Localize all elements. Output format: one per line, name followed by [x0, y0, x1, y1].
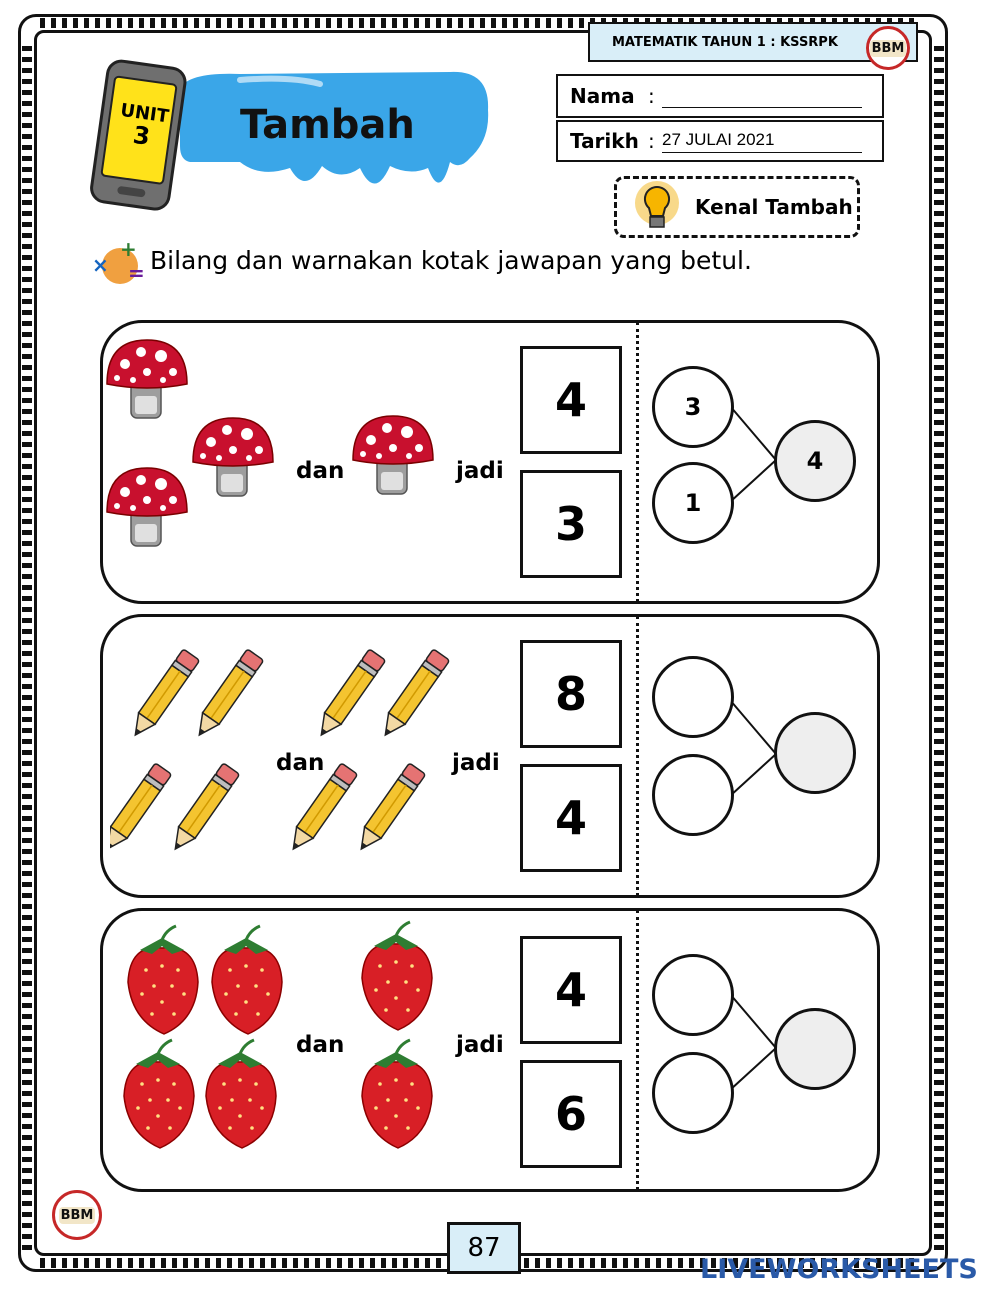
svg-text:=: = [128, 261, 145, 285]
lightbulb-icon [623, 179, 691, 235]
name-colon: : [648, 84, 655, 108]
bond-whole-1[interactable]: 4 [774, 420, 856, 502]
bond-part-top-1[interactable]: 3 [652, 366, 734, 448]
pencil-icon [377, 649, 450, 741]
answer-option-1a[interactable]: 4 [520, 346, 622, 454]
answer-option-3b[interactable]: 6 [520, 1060, 622, 1168]
pencil-icon [167, 763, 240, 855]
answer-option-2b[interactable]: 4 [520, 764, 622, 872]
mushroom-icon [193, 418, 273, 496]
unit-number: 3 [131, 120, 152, 151]
mushroom-group [105, 330, 445, 570]
strawberry-group [118, 920, 458, 1150]
topic-badge [614, 176, 860, 238]
footer-logo-text: BBM [60, 1207, 94, 1223]
unit-label [115, 100, 171, 151]
bond-part-bottom-2[interactable] [652, 754, 734, 836]
answer-option-2a[interactable]: 8 [520, 640, 622, 748]
connector-word-3: dan [296, 1032, 345, 1058]
watermark: LIVEWORKSHEETS [700, 1254, 978, 1285]
svg-text:×: × [92, 253, 109, 277]
name-label: Nama [570, 84, 635, 108]
connector-word-1: dan [296, 458, 345, 484]
strawberry-icon [362, 1040, 432, 1148]
border-hatch-left [22, 40, 32, 1250]
bond-part-bottom-3[interactable] [652, 1052, 734, 1134]
panel-divider-3 [636, 910, 639, 1190]
page-number: 87 [447, 1222, 521, 1274]
name-input[interactable] [662, 85, 862, 108]
bond-whole-3[interactable] [774, 1008, 856, 1090]
instruction-text: Bilang dan warnakan kotak jawapan yang betul. [150, 246, 752, 275]
panel-divider-1 [636, 322, 639, 602]
math-symbols-icon [90, 240, 148, 288]
result-word-3: jadi [456, 1032, 504, 1058]
footer-bbm-logo-icon [52, 1190, 102, 1240]
mushroom-icon [107, 340, 187, 418]
strawberry-icon [128, 926, 198, 1034]
mushroom-icon [353, 416, 433, 494]
connector-word-2: dan [276, 750, 325, 776]
name-field[interactable] [556, 74, 884, 118]
bond-part-top-2[interactable] [652, 656, 734, 738]
topic-label: Kenal Tambah [695, 195, 853, 219]
bond-whole-2[interactable] [774, 712, 856, 794]
logo-text: BBM [871, 40, 905, 56]
result-word-1: jadi [456, 458, 504, 484]
pencil-icon [285, 763, 358, 855]
date-input[interactable]: 27 JULAI 2021 [662, 130, 862, 153]
panel-divider-2 [636, 616, 639, 896]
pencil-icon [110, 763, 172, 855]
mushroom-icon [107, 468, 187, 546]
bbm-logo-icon [866, 26, 910, 70]
unit-title: Tambah [240, 102, 415, 148]
pencil-icon [313, 649, 386, 741]
strawberry-icon [206, 1040, 276, 1148]
strawberry-icon [124, 1040, 194, 1148]
strawberry-icon [212, 926, 282, 1034]
result-word-2: jadi [452, 750, 500, 776]
pencil-icon [353, 763, 426, 855]
date-label: Tarikh [570, 129, 639, 153]
subject-text: MATEMATIK TAHUN 1 : KSSRPK [612, 34, 838, 50]
bond-part-top-3[interactable] [652, 954, 734, 1036]
answer-option-3a[interactable]: 4 [520, 936, 622, 1044]
strawberry-icon [362, 922, 432, 1030]
unit-word: UNIT [119, 99, 171, 128]
answer-option-1b[interactable]: 3 [520, 470, 622, 578]
date-field[interactable] [556, 120, 884, 162]
pencil-icon [127, 649, 200, 741]
pencil-icon [191, 649, 264, 741]
svg-text:+: + [120, 240, 137, 261]
bond-part-bottom-1[interactable]: 1 [652, 462, 734, 544]
date-colon: : [648, 129, 655, 153]
border-hatch-right [934, 40, 944, 1250]
